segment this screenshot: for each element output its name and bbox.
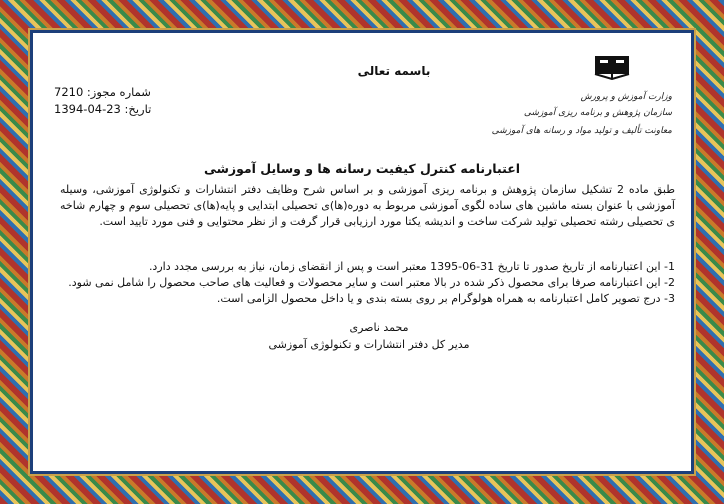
basme-heading: باسمه تعالی <box>357 64 431 78</box>
document-content <box>34 34 690 470</box>
ministry-logo <box>491 52 672 162</box>
logo-organization-name: سازمان پژوهش و برنامه ریزی آموزشی <box>523 108 672 118</box>
conditions-list <box>60 259 675 307</box>
permit-number: شماره مجوز: 7210 <box>54 85 151 99</box>
list-item: 2- این اعتبارنامه صرفا برای محصول ذکر شده در بالا معتبر است و سایر محصولات و فعالیت های صاحب محصول را شامل نمی شود. <box>68 276 675 289</box>
book-emblem-icon <box>592 54 632 80</box>
list-item: 1- این اعتبارنامه از تاریخ صدور تا تاریخ 31-06-1395 معتبر است و پس از انقضای زمان، نیاز به بررسی مجدد دارد. <box>148 260 675 273</box>
signatory-role: مدیر کل دفتر انتشارات و تکنولوژی آموزشی <box>268 338 470 351</box>
list-item: 3- درج تصویر کامل اعتبارنامه به همراه هولوگرام بر روی بسته بندی و یا داخل محصول الزامی است. <box>216 292 675 305</box>
logo-deputy-name: معاونت تألیف و تولید مواد و رسانه های آموزشی <box>491 126 672 136</box>
document-body: طبق ماده 2 تشکیل سازمان پژوهش و برنامه ریزی آموزشی و بر اساس شرح وظایف دفتر انتشارات و تکنولوژی آموزشی، وسیله آموزشی با عنوان بسته ماشین های ساده لگوی آموزشی مربوط به دوره(ها)ی تحصیلی ابتدایی و پایه(ها)ی تحصیلی سوم و چهارم شاخه ی تحصیلی رشته تحصیلی تولید شرکت ساخت و اندیشه یکتا مورد ارزیابی قرار گرفت و از نظر محتوایی و فنی مورد تایید است. <box>60 183 675 228</box>
permit-date: تاریخ: 23-04-1394 <box>54 102 152 116</box>
logo-ministry-name: وزارت آموزش و پرورش <box>580 92 672 102</box>
document-title: اعتبارنامه کنترل کیفیت رسانه ها و وسایل آموزشی <box>203 161 521 176</box>
permit-info <box>54 84 194 118</box>
signatory-name: محمد ناصری <box>349 321 409 334</box>
